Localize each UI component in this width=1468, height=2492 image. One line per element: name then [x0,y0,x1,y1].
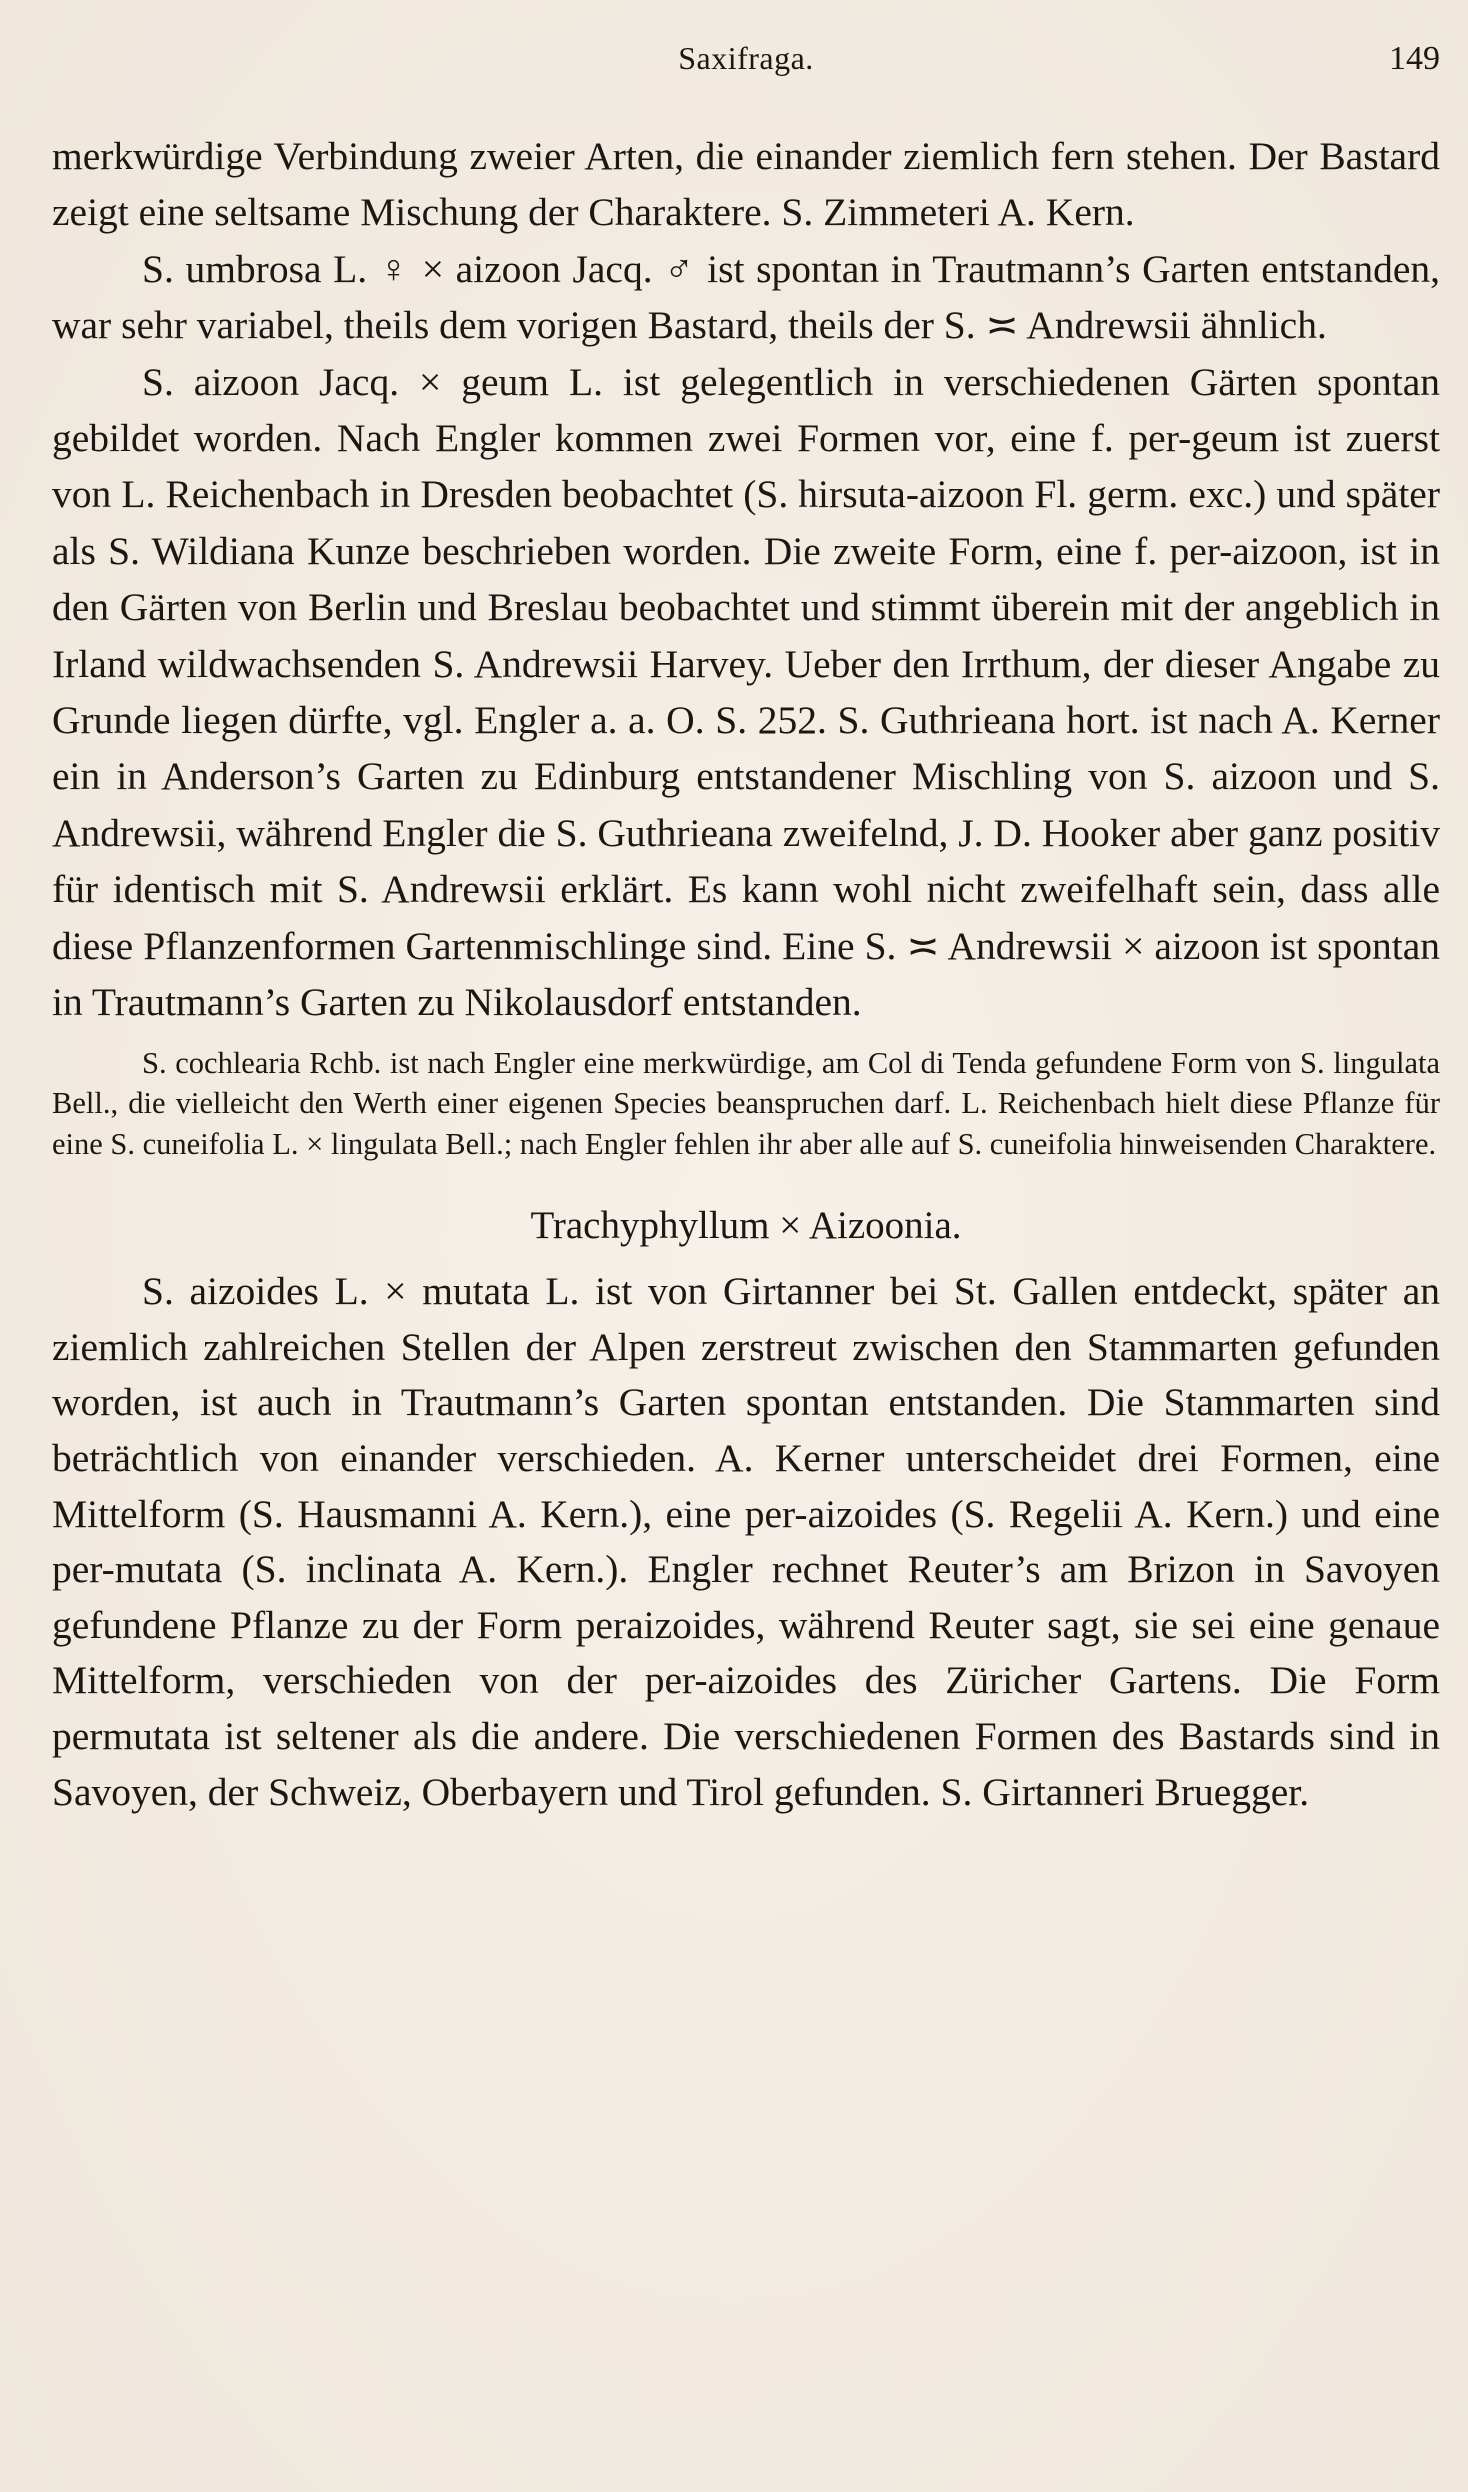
section-text [52,1264,1440,1820]
section-heading: Trachyphyllum × Aizoonia. [530,1204,962,1248]
paragraph-4: S. aizoides L. × mutata L. ist von Girtanner bei St. Gallen entdeckt, später an ziemlich zahlreichen Stellen der Alpen zerstreut zwischen den Stammarten gefunden worden, ist auch in Trautmann’s Garten spontan entstanden. Die Stammarten sind beträchtlich von einander verschieden. A. Kerner unterscheidet drei Formen, eine Mittelform (S. Hausmanni A. Kern.), eine per-aizoides (S. Regelii A. Kern.) und eine per-mutata (S. inclinata A. Kern.). Engler rechnet Reuter’s am Brizon in Savoyen gefundene Pflanze zu der Form peraizoides, während Reuter sagt, sie sei eine genaue Mittelform, verschieden von der per-aizoides des Züricher Gartens. Die Form permutata ist seltener als die andere. Die verschiedenen Formen des Bastards sind in Savoyen, der Schweiz, Oberbayern und Tirol gefunden. S. Girtanneri Bruegger. [52,1269,1440,1814]
running-title: Saxifraga. [678,40,814,76]
main-text [52,128,1440,1031]
page-header [52,40,1440,92]
page-number: 149 [1389,40,1440,77]
note-paragraph: S. cochlearia Rchb. ist nach Engler eine merkwürdige, am Col di Tenda gefundene Form von S. lingulata Bell., die vielleicht den Werth einer eigenen Species beanspruchen darf. L. Reichenbach hielt diese Pflanze für eine S. cuneifolia L. × lingulata Bell.; nach Engler fehlen ihr aber alle auf S. cuneifolia hinweisenden Charaktere. [52,1045,1440,1161]
small-print-note [52,1043,1440,1165]
paragraph-1: merkwürdige Verbindung zweier Arten, die einander ziemlich fern stehen. Der Bastard zeigt eine seltsame Mischung der Charaktere. S. Zimmeteri A. Kern. [52,134,1440,235]
paragraph-2: S. umbrosa L. ♀ × aizoon Jacq. ♂ ist spontan in Trautmann’s Garten entstanden, war sehr variabel, theils dem vorigen Bastard, theils der S. ≍ Andrewsii ähnlich. [52,246,1440,348]
paragraph-3: S. aizoon Jacq. × geum L. ist gelegentlich in verschiedenen Gärten spontan gebildet worden. Nach Engler kommen zwei Formen vor, eine f. per-geum ist zuerst von L. Reichenbach in Dresden beobachtet (S. hirsuta-aizoon Fl. germ. exc.) und später als S. Wildiana Kunze beschrieben worden. Die zweite Form, eine f. per-aizoon, ist in den Gärten von Berlin und Breslau beobachtet und stimmt überein mit der angeblich in Irland wildwachsenden S. Andrewsii Harvey. Ueber den Irrthum, der dieser Angabe zu Grunde liegen dürfte, vgl. Engler a. a. O. S. 252. S. Guthrieana hort. ist nach A. Kerner ein in Anderson’s Garten zu Edinburg entstandener Mischling von S. aizoon und S. Andrewsii, während Engler die S. Guthrieana zweifelnd, J. D. Hooker aber ganz positiv für identisch mit S. Andrewsii erklärt. Es kann wohl nicht zweifelhaft sein, dass alle diese Pflanzenformen Gartenmischlinge sind. Eine S. ≍ Andrewsii × aizoon ist spontan in Trautmann’s Garten zu Nikolausdorf entstanden. [52,359,1440,1025]
page-body [52,128,1440,1820]
